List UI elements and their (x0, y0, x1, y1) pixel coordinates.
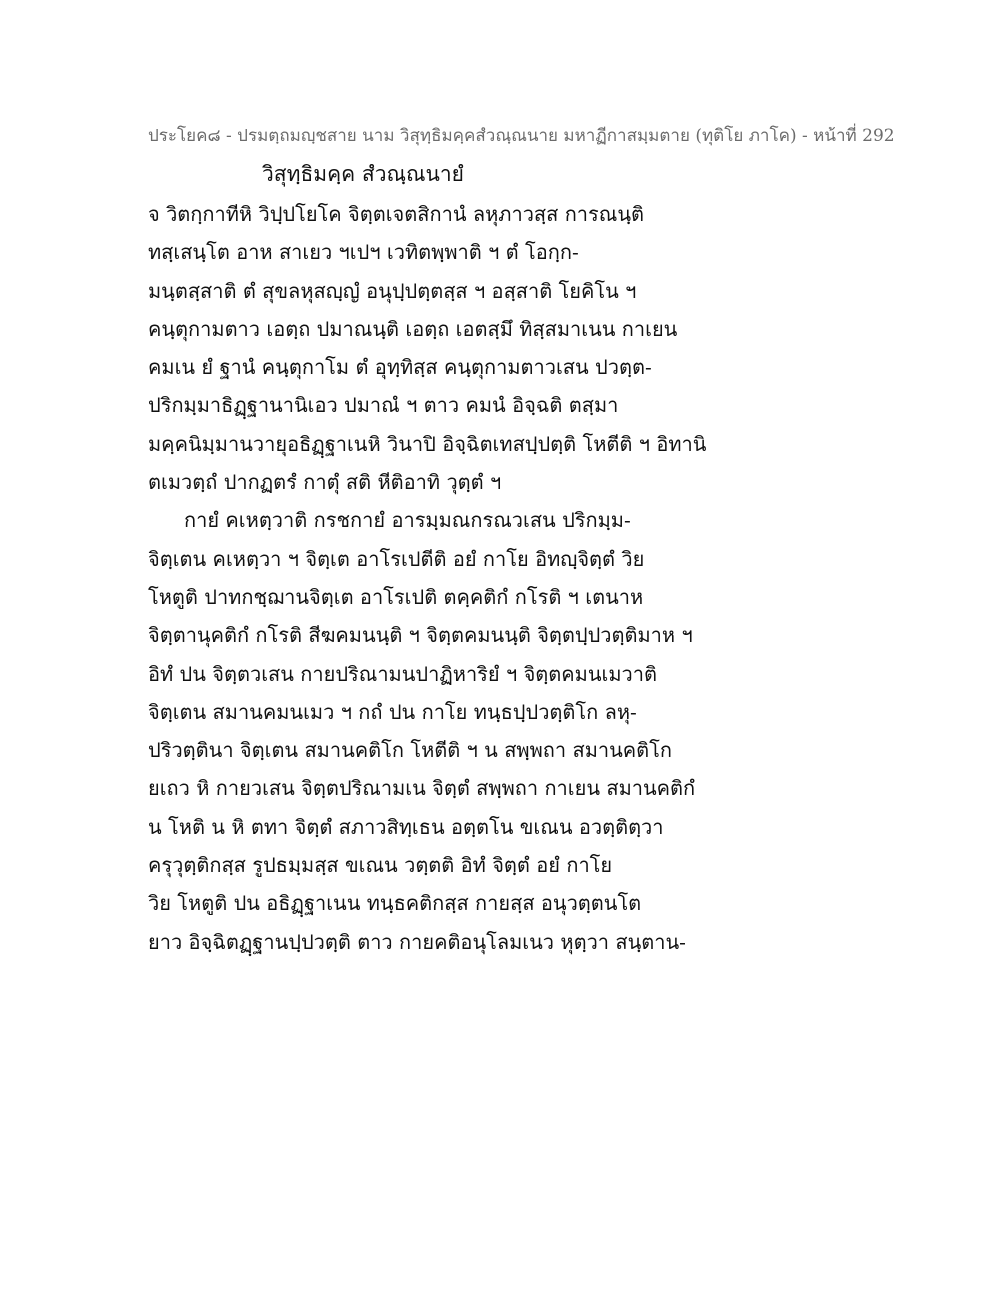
paragraph-start-line: กายํ คเหตฺวาติ กรชกายํ อารมฺมณกรณวเสน ปริกมฺม- (184, 508, 631, 533)
text-line: ตเมวตฺถํ ปากฏตรํ กาตุํ สติ หีติอาทิ วุตฺตํ ฯ (148, 470, 502, 495)
text-line: มนฺตสฺสาติ ตํ สุขลหุสญฺญํ อนุปฺปตฺตสฺส ฯ อสฺสาติ โยคิโน ฯ (148, 278, 637, 303)
text-line: ครุวุตฺติกสฺส รูปธมฺมสฺส ขเณน วตฺตติ อิทํ จิตฺตํ อยํ กาโย (148, 853, 613, 878)
text-line: ปริวตฺตินา จิตฺเตน สมานคติโก โหตีติ ฯ น สพฺพถา สมานคติโก (148, 738, 672, 763)
text-line: จิตฺตานุคติกํ กโรติ สีฆคมนนฺติ ฯ จิตฺตคมนนฺติ จิตฺตปฺปวตฺติมาห ฯ (148, 623, 693, 648)
text-line: ปริกมฺมาธิฏฺฐานานิเอว ปมาณํ ฯ ตาว คมนํ อิจฺฉติ ตสฺมา (148, 393, 619, 418)
text-line: คนฺตุกามตาว เอตฺถ ปมาณนฺติ เอตฺถ เอตสฺมึ ทิสฺสมาเนน กาเยน (148, 316, 678, 341)
text-line: น โหติ น หิ ตทา จิตฺตํ สภาวสิทฺเธน อตฺตโน ขเณน อวตฺติตฺวา (148, 814, 664, 839)
text-line: จ วิตกฺกาทีหิ วิปฺปโยโค จิตฺตเจตสิกานํ ลหุภาวสฺส การณนฺติ (148, 202, 644, 226)
text-line: ทสฺเสนฺโต อาห สาเยว ฯเปฯ เวทิตพฺพาติ ฯ ตํ โอกฺก- (148, 240, 579, 265)
text-line: ยเถว หิ กายวเสน จิตฺตปริณามเน จิตฺตํ สพฺพถา กาเยน สมานคติกํ (148, 776, 696, 801)
section-title: วิสุทฺธิมคฺค สํวณฺณนายํ (262, 162, 464, 186)
text-line: โหตูติ ปาทกชฺฌานจิตฺเต อาโรเปติ ตคฺคติกํ กโรติ ฯ เตนาห (148, 584, 644, 609)
text-line: คมเน ยํ ฐานํ คนฺตุกาโม ตํ อุทฺทิสฺส คนฺตุกามตาวเสน ปวตฺต- (148, 355, 652, 380)
running-header: ประโยค๘ - ปรมตฺถมญฺชสาย นาม วิสุทฺธิมคฺคสํวณฺณนาย มหาฏีกาสมฺมตาย (ทุติโย ภาโค) - หน้าที่ 292 (148, 126, 895, 146)
text-line: จิตฺเตน คเหตฺวา ฯ จิตฺเต อาโรเปตีติ อยํ กาโย อิทญฺจิตฺตํ วิย (148, 546, 645, 571)
body-text (148, 198, 707, 964)
text-line: มคฺคนิมฺมานวายุอธิฏฺฐาเนหิ วินาปิ อิจฺฉิตเทสปฺปตฺติ โหตีติ ฯ อิทานิ (148, 431, 707, 456)
text-line: ยาว อิจฺฉิตฏฺฐานปฺปวตฺติ ตาว กายคติอนุโลมเนว หุตฺวา สนฺตาน- (148, 929, 686, 954)
text-line: วิย โหตูติ ปน อธิฏฺฐาเนน ทนฺธคติกสฺส กายสฺส อนุวตฺตนโต (148, 891, 642, 916)
text-line: จิตฺเตน สมานคมนเมว ฯ กถํ ปน กาโย ทนฺธปฺปวตฺติโก ลหุ- (148, 699, 637, 724)
text-line: อิทํ ปน จิตฺตวเสน กายปริณามนปาฏิหาริยํ ฯ จิตฺตคมนเมวาติ (148, 661, 657, 686)
